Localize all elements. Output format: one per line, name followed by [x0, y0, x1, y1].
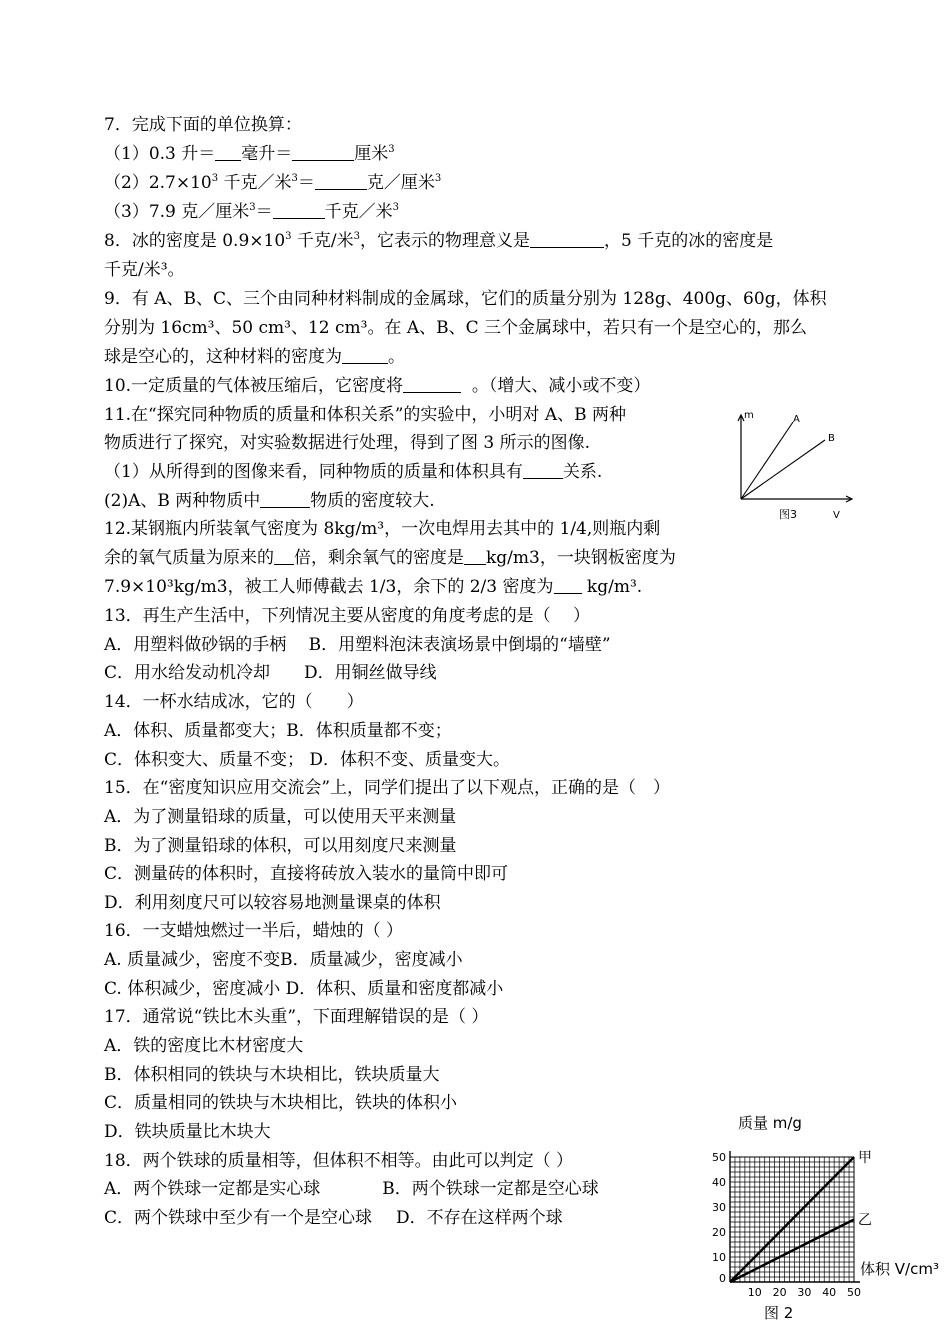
q17-option-b: B．体积相同的铁块与木块相比，铁块质量大	[104, 1065, 440, 1085]
q15-option-b: B．为了测量铅球的体积，可以用刻度尺来测量	[104, 836, 457, 856]
answer-blank[interactable]	[554, 577, 582, 594]
fig3-y-label: m	[744, 410, 754, 421]
q17-option-d: D．铁块质量比木块大	[104, 1122, 271, 1142]
fig2-x-ticks	[748, 1286, 861, 1299]
fig2-x-tick-label: 20	[772, 1286, 787, 1299]
answer-blank[interactable]	[342, 347, 388, 364]
q15-option-a: A．为了测量铅球的质量，可以使用天平来测量	[104, 807, 457, 827]
answer-blank[interactable]	[315, 173, 367, 190]
fig2-y-tick-label: 10	[712, 1251, 726, 1264]
q14-options-ab: A．体积、质量都变大；B．体积质量都不变；	[104, 721, 452, 741]
figure-2-graph	[700, 1110, 945, 1325]
q13-stem: 13．再生产生活中，下列情况主要从密度的角度考虑的是（ ）	[104, 606, 591, 626]
q14-stem: 14．一杯水结成冰，它的（ ）	[104, 692, 364, 712]
fig2-y-tick-label: 30	[712, 1201, 726, 1214]
fig2-y-tick-label: 40	[712, 1176, 726, 1189]
q11-line1: 11.在“探究同种物质的质量和体积关系”的实验中，小明对 A、B 两种	[104, 405, 626, 425]
fig2-x-tick-label: 50	[847, 1286, 861, 1299]
q9-line1: 9．有 A、B、C、三个由同种材料制成的金属球，它们的质量分别为 128g、400g、60g，体积	[104, 289, 827, 309]
q18-stem: 18．两个铁球的质量相等，但体积不相等。由此可以判定（ ）	[104, 1151, 574, 1171]
answer-blank[interactable]	[215, 144, 241, 161]
fig3-line-a	[741, 422, 793, 499]
q11-line3: （1）从所得到的图像来看，同种物质的质量和体积具有 关系.	[104, 462, 603, 482]
q7-part3: （3）7.9 克／厘米$^3$＝ 千克／米$^3$	[104, 202, 400, 222]
q9-line2: 分别为 16cm³、50 cm³、12 cm³。在 A、B、C 三个金属球中，若只有一个是空心的，那么	[104, 318, 808, 338]
q7-part1: （1）0.3 升＝ 毫升＝ 厘米$^3$	[104, 144, 395, 164]
answer-blank[interactable]	[464, 548, 486, 565]
q11-line2: 物质进行了探究，对实验数据进行处理，得到了图 3 所示的图像.	[104, 433, 591, 453]
q13-options-ab: A．用塑料做砂锅的手柄 B．用塑料泡沫表演场景中倒塌的“墙壁”	[104, 635, 611, 655]
answer-blank[interactable]	[403, 376, 461, 393]
q18-options-cd: C．两个铁球中至少有一个是空心球 D．不存在这样两个球	[104, 1208, 563, 1228]
fig2-y-ticks	[712, 1151, 726, 1285]
q9-line3: 球是空心的，这种材料的密度为 。	[104, 347, 405, 367]
q18-options-ab: A．两个铁球一定都是实心球 B．两个铁球一定都是空心球	[104, 1179, 599, 1199]
fig2-x-tick-label: 10	[747, 1286, 762, 1299]
fig2-series-labels	[858, 1150, 872, 1229]
fig2-caption: 图 2	[764, 1304, 794, 1322]
fig3-series-b-label: B	[828, 433, 835, 444]
figure-3-graph	[733, 404, 863, 524]
q16-options-cd: C. 体积减少，密度减小 D．体积、质量和密度都减小	[104, 979, 504, 999]
q12-line1: 12.某钢瓶内所装氧气密度为 8kg/m³，一次电焊用去其中的 1/4,则瓶内剩	[104, 519, 661, 539]
q17-option-a: A．铁的密度比木材密度大	[104, 1036, 304, 1056]
answer-blank[interactable]	[274, 548, 294, 565]
fig2-series-line-2	[730, 1220, 854, 1283]
answer-blank[interactable]	[260, 491, 310, 508]
fig2-x-tick-label: 40	[822, 1286, 837, 1299]
answer-blank[interactable]	[273, 202, 325, 219]
fig2-series-line-1	[730, 1157, 854, 1282]
q16-options-ab: A. 质量减少，密度不变B．质量减少，密度减小	[104, 950, 463, 970]
q15-stem: 15．在“密度知识应用交流会”上，同学们提出了以下观点，正确的是（ ）	[104, 778, 671, 798]
q8-line1: 8．冰的密度是 $0.9\times 10^3$ 千克/米$^3$，它表示的物理意义是 ，5 千克的冰的密度是	[104, 231, 774, 251]
q13-options-cd: C．用水给发动机冷却 D．用铜丝做导线	[104, 663, 437, 683]
fig2-y-label: 质量 m/g	[738, 1114, 802, 1132]
q11-line4: (2)A、B 两种物质中 物质的密度较大.	[104, 491, 435, 511]
q16-stem: 16．一支蜡烛燃过一半后，蜡烛的（ ）	[104, 921, 404, 941]
q17-stem: 17．通常说“铁比木头重”，下面理解错误的是（ ）	[104, 1007, 489, 1027]
q14-options-cd: C．体积变大、质量不变； D．体积不变、质量变大。	[104, 750, 511, 770]
q12-line3: 7.9×10³kg/m3，被工人师傅截去 1/3，余下的 2/3 密度为 kg/m³.	[104, 577, 643, 597]
q10: 10.一定质量的气体被压缩后，它密度将 。（增大、减小或不变）	[104, 376, 651, 396]
fig3-line-b	[741, 440, 825, 499]
fig3-x-label: V	[833, 510, 840, 521]
q7-title: 7．完成下面的单位换算：	[104, 115, 302, 135]
answer-blank[interactable]	[530, 231, 604, 248]
fig2-y-tick-label: 0	[719, 1272, 726, 1285]
fig2-y-tick-label: 20	[712, 1226, 726, 1239]
q15-option-d: D．利用刻度尺可以较容易地测量课桌的体积	[104, 893, 441, 913]
answer-blank[interactable]	[523, 462, 563, 479]
q12-line2: 余的氧气质量为原来的 倍，剩余氧气的密度是 kg/m3，一块钢板密度为	[104, 548, 676, 568]
fig3-caption: 图3	[779, 508, 797, 521]
fig2-series-lines	[730, 1157, 854, 1282]
fig2-series-label: 甲	[858, 1150, 872, 1166]
q17-option-c: C．质量相同的铁块与木块相比，铁块的体积小	[104, 1093, 458, 1113]
q7-part2: $(2)2.7\times 10^3$ 千克／米$^3$＝ 克／厘米$^3$	[104, 173, 442, 193]
q8-line2: 千克/米³。	[104, 260, 185, 280]
answer-blank[interactable]	[292, 144, 354, 161]
fig2-series-label: 乙	[858, 1212, 872, 1229]
q15-option-c: C．测量砖的体积时，直接将砖放入装水的量筒中即可	[104, 864, 509, 884]
fig3-series-a-label: A	[793, 414, 800, 425]
fig2-y-tick-label: 50	[712, 1151, 726, 1164]
fig2-x-label: 体积 V/cm³	[860, 1260, 939, 1278]
fig2-x-tick-label: 30	[797, 1286, 812, 1299]
